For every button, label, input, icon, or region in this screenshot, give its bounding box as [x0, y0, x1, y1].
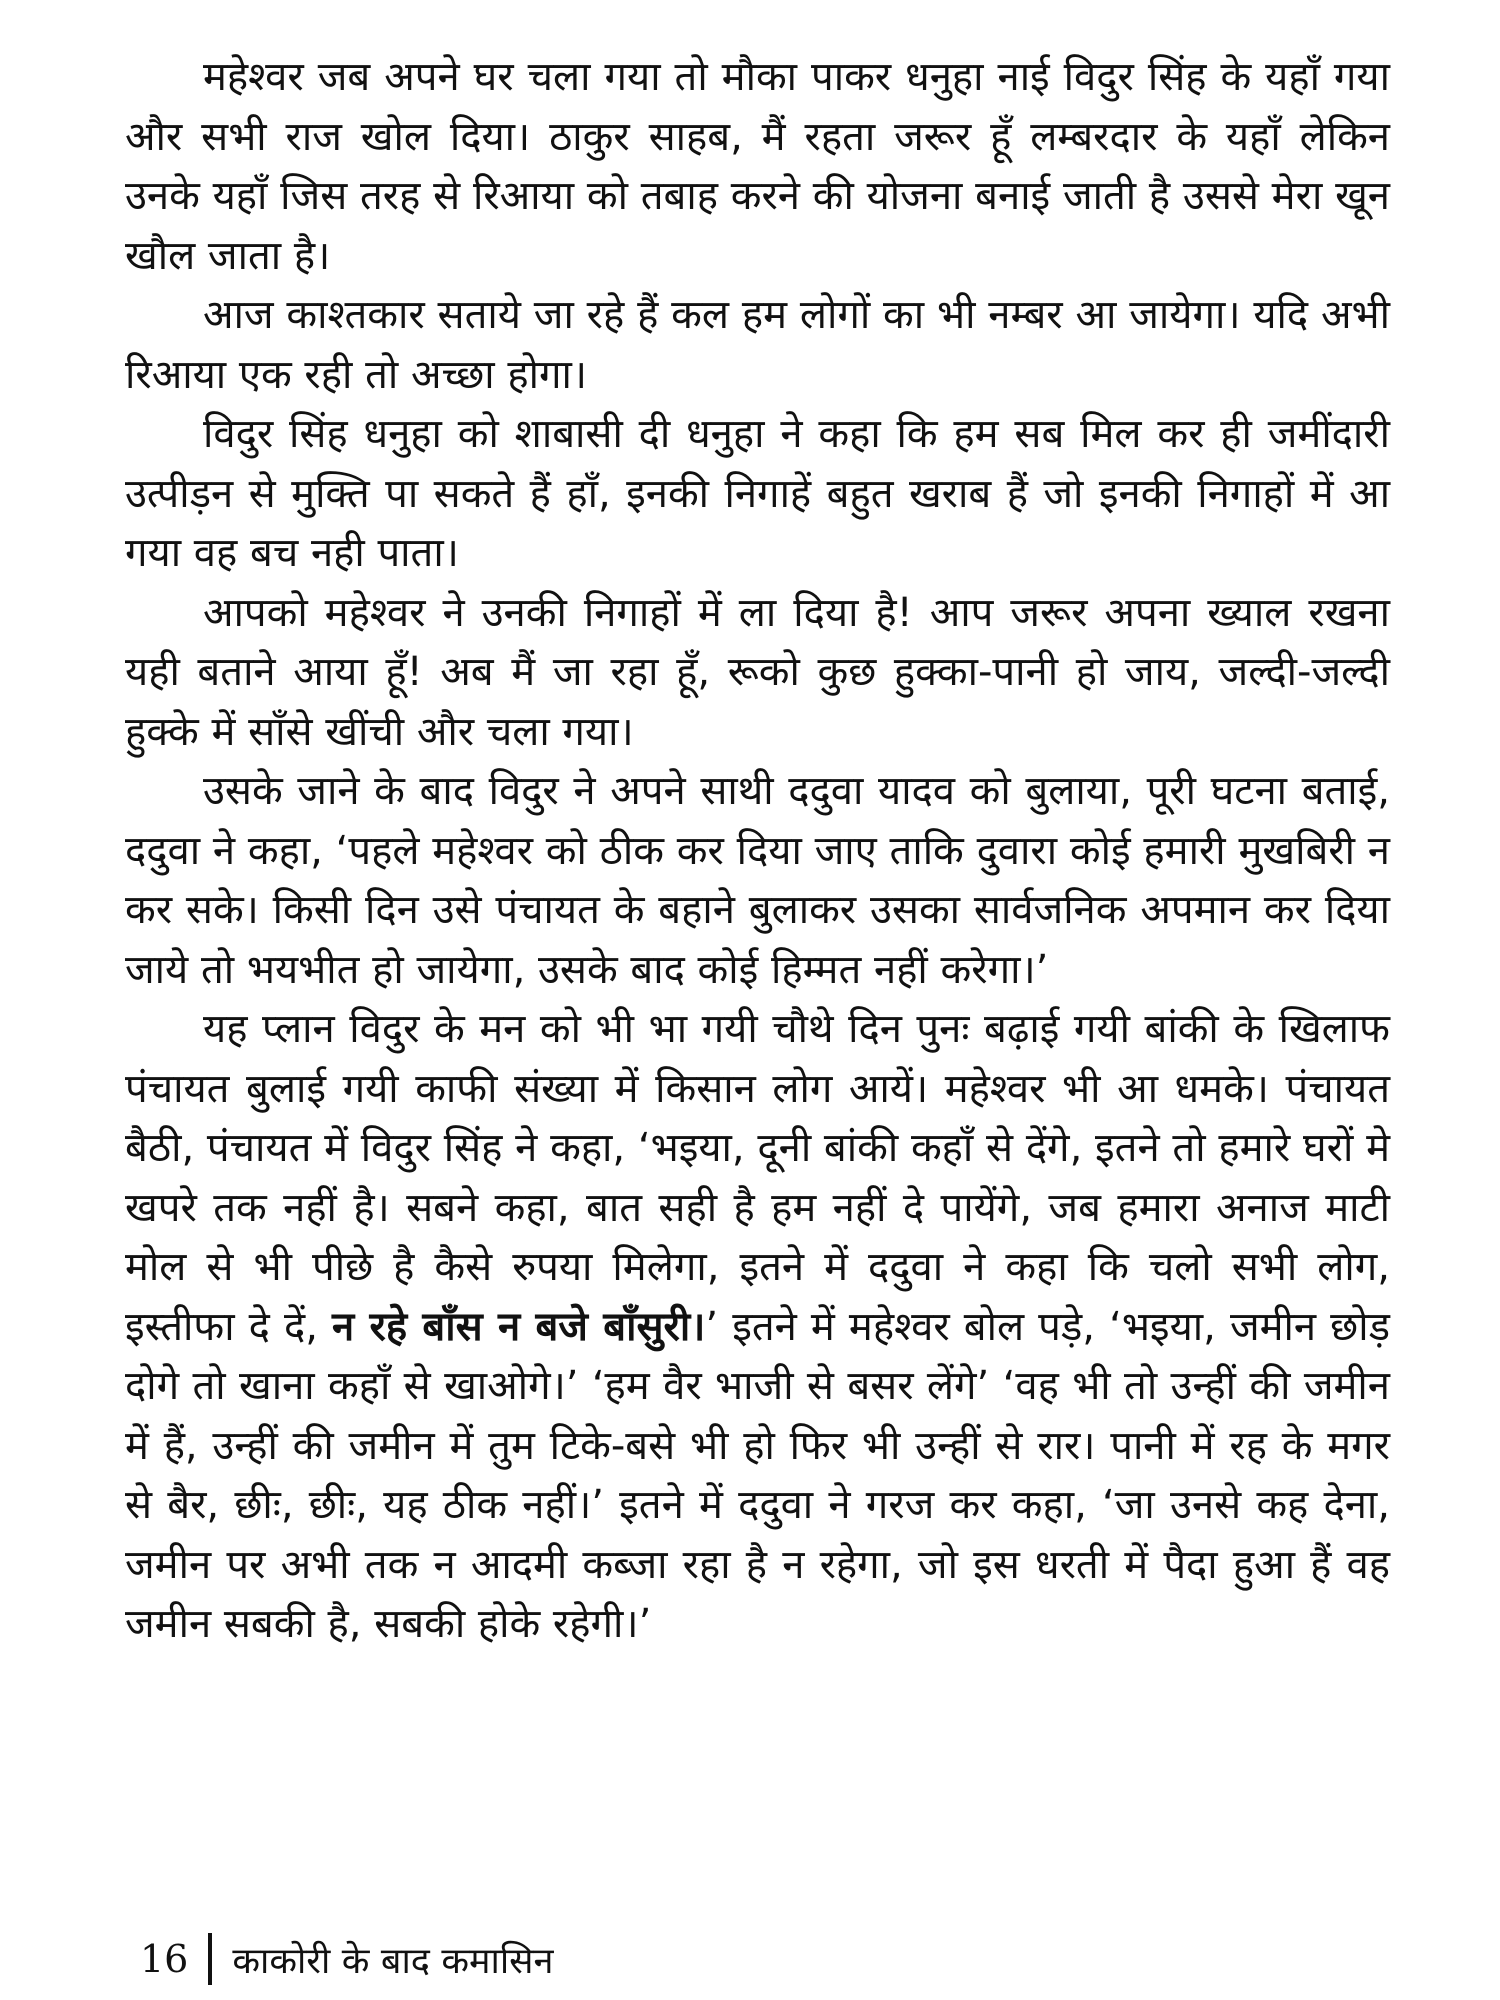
paragraph-3: विदुर सिंह धनुहा को शाबासी दी धनुहा ने कहा कि हम सब मिल कर ही जमींदारी उत्पीड़न से मुक्ति पा सकते हैं हाँ, इनकी निगाहें बहुत खराब हैं जो इनकी निगाहों में आ गया वह बच नही पाता।	[125, 411, 1390, 576]
paragraph-1: महेश्वर जब अपने घर चला गया तो मौका पाकर धनुहा नाई विदुर सिंह के यहाँ गया और सभी राज खोल दिया। ठाकुर साहब, मैं रहता जरूर हूँ लम्बरदार के यहाँ लेकिन उनके यहाँ जिस तरह से रिआया को तबाह करने की योजना बनाई जाती है उससे मेरा खून खौल जाता है।	[125, 54, 1390, 279]
body-text	[125, 48, 1390, 1655]
paragraph-5: उसके जाने के बाद विदुर ने अपने साथी ददुवा यादव को बुलाया, पूरी घटना बताई, ददुवा ने कहा, ‘पहले महेश्वर को ठीक कर दिया जाए ताकि दुवारा कोई हमारी मुखबिरी न कर सके। किसी दिन उसे पंचायत के बहाने बुलाकर उसका सार्वजनिक अपमान कर दिया जाये तो भयभीत हो जायेगा, उसके बाद कोई हिम्मत नहीं करेगा।’	[125, 768, 1390, 993]
book-title: काकोरी के बाद कमासिन	[232, 1940, 554, 1982]
page-footer	[140, 1934, 553, 1984]
footer-divider	[208, 1933, 212, 1985]
paragraph-6	[125, 1000, 1390, 1655]
paragraph-2: आज काश्तकार सताये जा रहे हैं कल हम लोगों का भी नम्बर आ जायेगा। यदि अभी रिआया एक रही तो अच्छा होगा।	[125, 292, 1390, 398]
paragraph-4: आपको महेश्वर ने उनकी निगाहों में ला दिया है! आप जरूर अपना ख्याल रखना यही बताने आया हूँ! अब मैं जा रहा हूँ, रूको कुछ हुक्का-पानी हो जाय, जल्दी-जल्दी हुक्के में साँसे खींची और चला गया।	[125, 589, 1390, 755]
paragraph-6-text-after: ’ इतने में महेश्वर बोल पड़े, ‘भइया, जमीन छोड़ दोगे तो खाना कहाँ से खाओगे।’ ‘हम वैर भाजी से बसर लेंगे’ ‘वह भी तो उन्हीं की जमीन में हैं, उन्हीं की जमीन में तुम टिके-बसे भी हो फिर भी उन्हीं से रार। पानी में रह के मगर से बैर, छीः, छीः, यह ठीक नहीं।’ इतने में ददुवा ने गरज कर कहा, ‘जा उनसे कह देना, जमीन पर अभी तक न आदमी कब्जा रहा है न रहेगा, जो इस धरती में पैदा हुआ हैं वह जमीन सबकी है, सबकी होके रहेगी।’	[125, 1303, 1390, 1647]
paragraph-6-text-before: यह प्लान विदुर के मन को भी भा गयी चौथे दिन पुनः बढ़ाई गयी बांकी के खिलाफ पंचायत बुलाई गयी काफी संख्या में किसान लोग आयें। महेश्वर भी आ धमके। पंचायत बैठी, पंचायत में विदुर सिंह ने कहा, ‘भइया, दूनी बांकी कहाँ से देंगे, इतने तो हमारे घरों मे खपरे तक नहीं है। सबने कहा, बात सही है हम नहीं दे पायेंगे, जब हमारा अनाज माटी मोल से भी पीछे है कैसे रुपया मिलेगा, इतने में ददुवा ने कहा कि चलो सभी लोग, इस्तीफा दे दें,	[125, 1006, 1390, 1350]
proverb-bold: न रहे बाँस न बजे बाँसुरी।	[332, 1303, 706, 1350]
page-number: 16	[140, 1937, 189, 1981]
